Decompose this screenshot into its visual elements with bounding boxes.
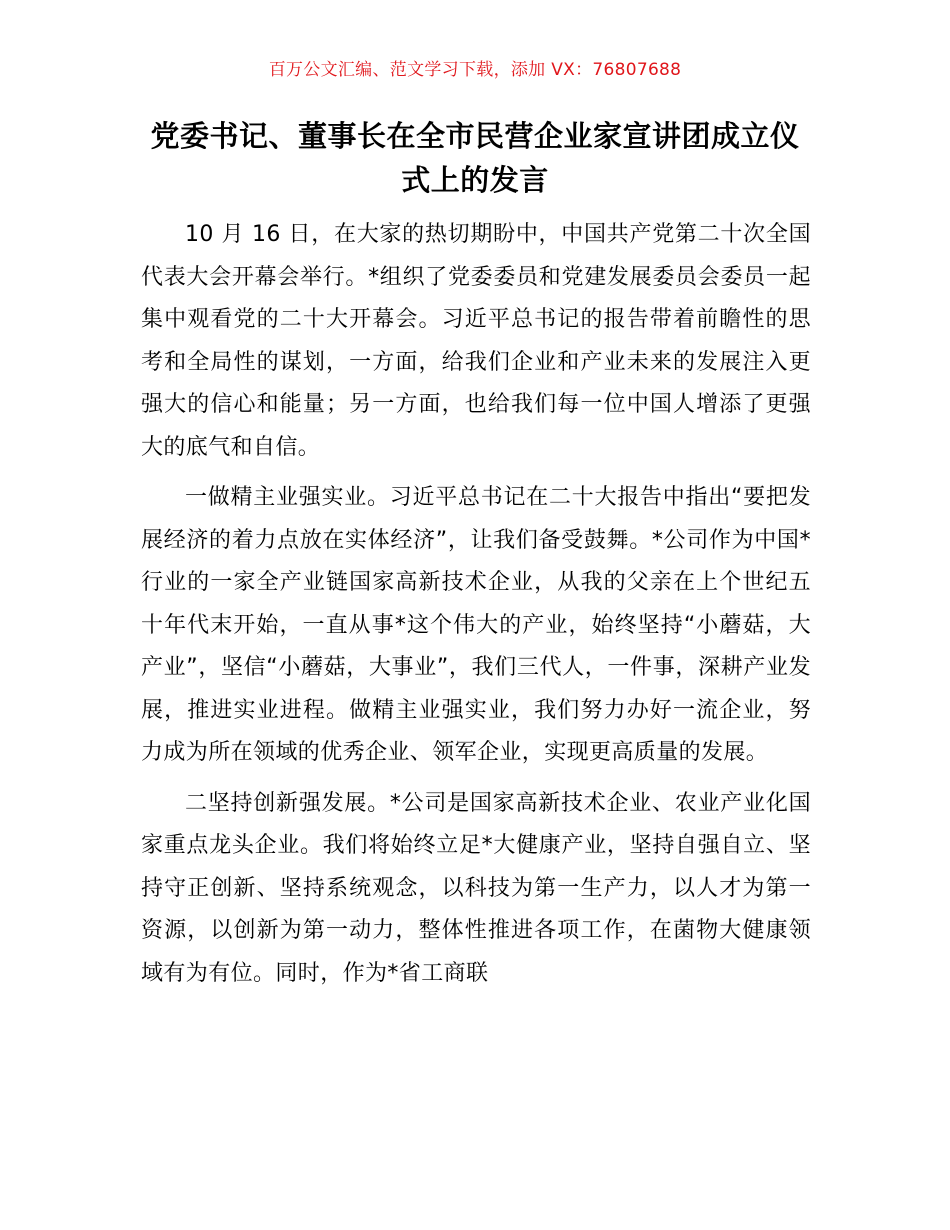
- paragraph-1: 10 月 16 日，在大家的热切期盼中，中国共产党第二十次全国代表大会开幕会举行。*组织了党委委员和党建发展委员会委员一起集中观看党的二十大开幕会。习近平总书记的报告带着前瞻性的思考和全局性的谋划，一方面，给我们企业和产业未来的发展注入更强大的信心和能量；另一方面，也给我们每一位中国人增添了更强大的底气和自信。: [141, 222, 811, 460]
- document-title: 党委书记、董事长在全市民营企业家宣讲团成立仪式上的发言: [150, 119, 800, 197]
- paragraph-2: 一做精主业强实业。习近平总书记在二十大报告中指出“要把发展经济的着力点放在实体经济”，让我们备受鼓舞。*公司作为中国*行业的一家全产业链国家高新技术企业，从我的父亲在上个世纪五十年代末开始，一直从事*这个伟大的产业，始终坚持“小蘑菇，大产业”，坚信“小蘑菇，大事业”，我们三代人，一件事，深耕产业发展，推进实业进程。做精主业强实业，我们努力办好一流企业，努力成为所在领域的优秀企业、领军企业，实现更高质量的发展。: [141, 485, 811, 765]
- header-watermark-note: 百万公文汇编、范文学习下载，添加 VX：76807688: [268, 60, 682, 80]
- document-body: [141, 214, 811, 1003]
- paragraph-3: 二坚持创新强发展。*公司是国家高新技术企业、农业产业化国家重点龙头企业。我们将始终立足*大健康产业，坚持自强自立、坚持守正创新、坚持系统观念，以科技为第一生产力，以人才为第一资源，以创新为第一动力，整体性推进各项工作，在菌物大健康领域有为有位。同时，作为*省工商联: [141, 790, 811, 986]
